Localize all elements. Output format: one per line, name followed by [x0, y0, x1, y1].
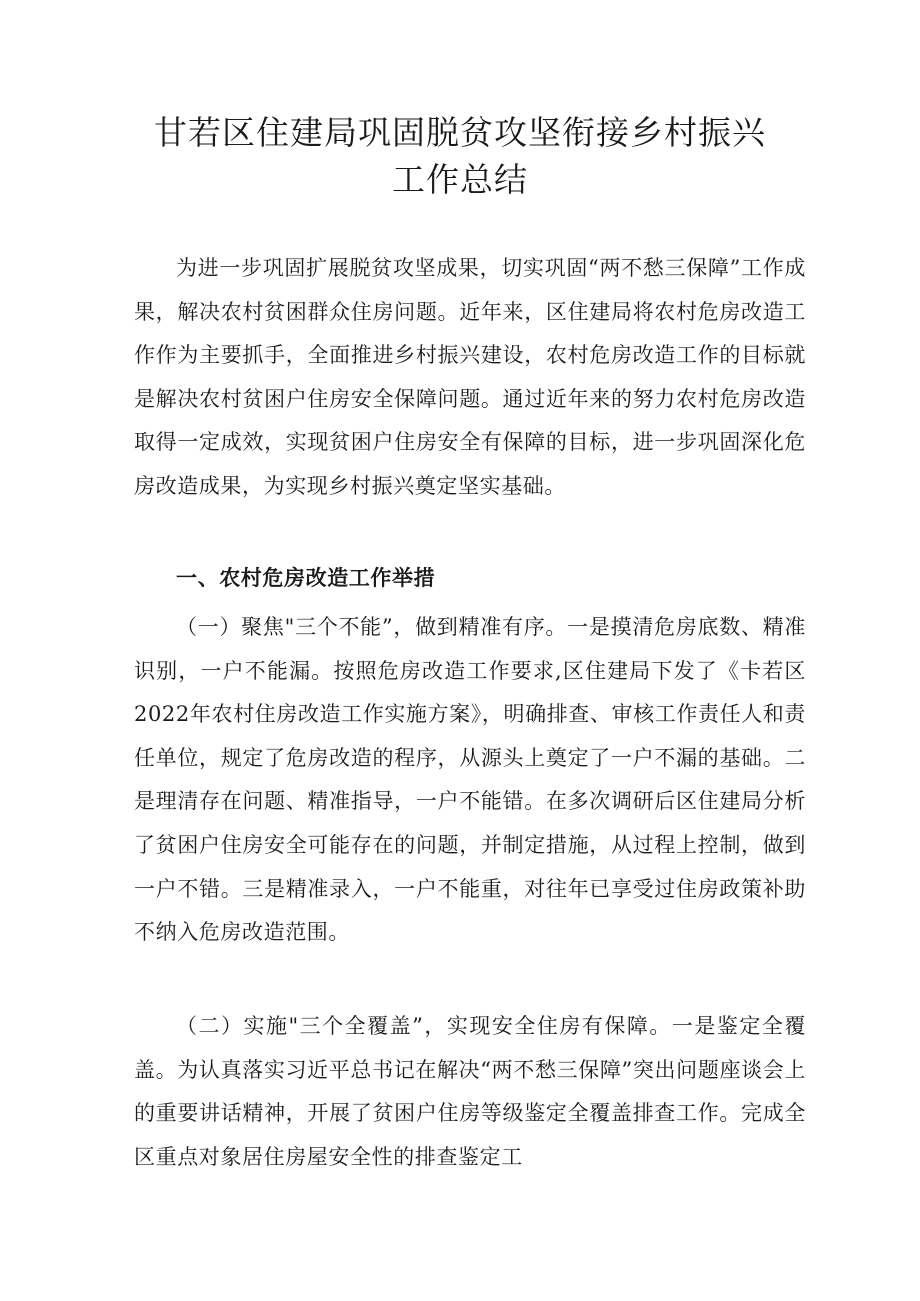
document-title-line-2: 工作总结	[392, 160, 528, 199]
paragraph-three-full-coverage: （二）实施"三个全覆盖”，实现安全住房有保障。一是鉴定全覆盖。为认真落实习近平总书记在解决“两不愁三保障”突出问题座谈会上的重要讲话精神，开展了贫困户住房等级鉴定全覆盖排查工作。完成全区重点对象居住房屋安全性的排查鉴定工	[134, 1014, 806, 1169]
paragraph-focus-three-cannots: （一）聚焦"三个不能”，做到精准有序。一是摸清危房底数、精准识别，一户不能漏。按照危房改造工作要求,区住建局下发了《卡若区2022年农村住房改造工作实施方案》，明确排查、审核工作责任人和责任单位，规定了危房改造的程序，从源头上奠定了一户不漏的基础。二是理清存在问题、精准指导，一户不能错。在多次调研后区住建局分析了贫困户住房安全可能存在的问题，并制定措施，从过程上控制，做到一户不错。三是精准录入，一户不能重，对往年已享受过住房政策补助不纳入危房改造范围。	[134, 615, 806, 945]
intro-paragraph: 为进一步巩固扩展脱贫攻坚成果，切实巩固“两不愁三保障”工作成果，解决农村贫困群众住房问题。近年来，区住建局将农村危房改造工作作为主要抓手，全面推进乡村振兴建设，农村危房改造工作的目标就是解决农村贫困户住房安全保障问题。通过近年来的努力农村危房改造取得一定成效，实现贫困户住房安全有保障的目标，进一步巩固深化危房改造成果，为实现乡村振兴奠定坚实基础。	[134, 256, 806, 498]
document-title-line-1: 甘若区住建局巩固脱贫攻坚衔接乡村振兴	[154, 113, 766, 152]
section-1-heading: 一、农村危房改造工作举措	[176, 566, 436, 590]
